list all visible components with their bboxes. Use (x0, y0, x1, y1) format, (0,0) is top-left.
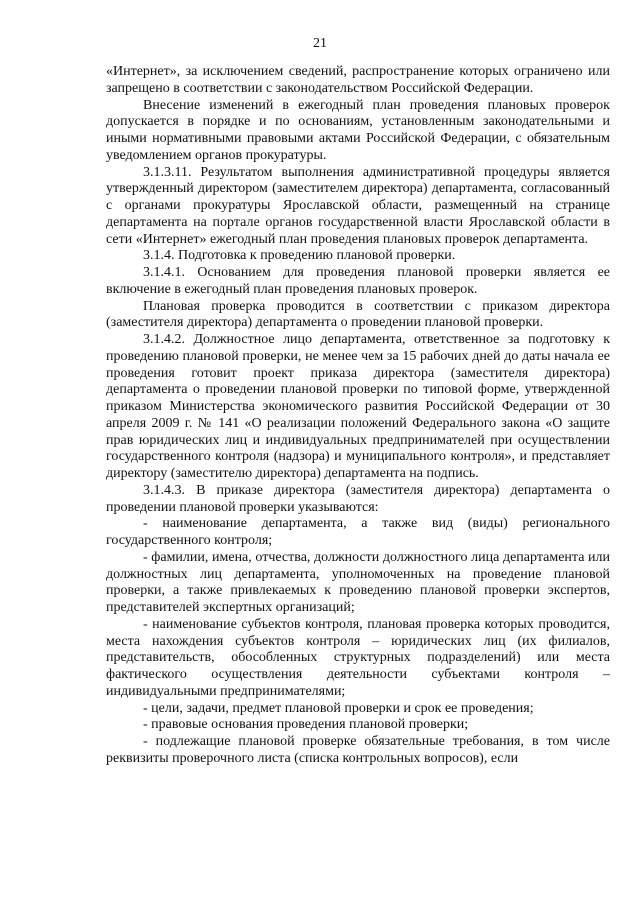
paragraph-continuation: «Интернет», за исключением сведений, распространение которых ограничено или запрещено в соответствии с законодательством Российской Федерации. (106, 64, 610, 96)
list-item-subjects: - наименование субъектов контроля, плановая проверка которых проводится, места нахождения субъектов контроля – юридических лиц (их филиалов, представительств, обособленных структурных подразделений) или места фактического осуществления деятельности субъектами контроля – индивидуальными предпринимателями; (106, 616, 610, 699)
paragraph-3-1-3-11: 3.1.3.11. Результатом выполнения административной процедуры является утвержденный директором (заместителем директора) департамента, согласованный с органами прокуратуры Ярославской области, размещенный на странице департамента на портале органов государственной власти Ярославской области в сети «Интернет» ежегодный план проведения плановых проверок департамента. (106, 164, 610, 247)
list-item-officials: - фамилии, имена, отчества, должности должностного лица департамента или должностных лиц департамента, уполномоченных на проведение плановой проверки, а также привлекаемых к проведению плановой проверки экспертов, представителей экспертных организаций; (106, 549, 610, 615)
paragraph-3-1-4-2: 3.1.4.2. Должностное лицо департамента, ответственное за подготовку к проведению плановой проверки, не менее чем за 15 рабочих дней до даты начала ее проведения готовит проект приказа директора (заместителя директора) департамента о проведении плановой проверки по типовой форме, утвержденной приказом Министерства экономического развития Российской Федерации от 30 апреля 2009 г. № 141 «О реализации положений Федерального закона «О защите прав юридических лиц и индивидуальных предпринимателей при осуществлении государственного контроля (надзора) и муниципального контроля», и представляет директору (заместителю директора) департамента на подпись. (106, 332, 610, 481)
document-body (106, 64, 610, 768)
list-item-requirements: - подлежащие плановой проверке обязательные требования, в том числе реквизиты проверочного листа (списка контрольных вопросов), если (106, 734, 610, 766)
page-number: 21 (313, 36, 327, 51)
paragraph-planned-inspection-order: Плановая проверка проводится в соответствии с приказом директора (заместителя директора) департамента о проведении плановой проверки. (106, 298, 610, 331)
paragraph-3-1-4-3: 3.1.4.3. В приказе директора (заместителя директора) департамента о проведении плановой проверки указываются: (106, 482, 610, 515)
paragraph-plan-changes: Внесение изменений в ежегодный план проведения плановых проверок допускается в порядке и по основаниям, установленным законодательными и иными нормативными правовыми актами Российской Федерации, с обязательным уведомлением органов прокуратуры. (106, 97, 610, 163)
paragraph-3-1-4-1: 3.1.4.1. Основанием для проведения плановой проверки является ее включение в ежегодный план проведения плановых проверок. (106, 265, 610, 297)
list-item-legal-grounds: - правовые основания проведения плановой проверки; (143, 717, 469, 733)
section-heading-3-1-4: 3.1.4. Подготовка к проведению плановой проверки. (143, 248, 456, 264)
list-item-department-name: - наименование департамента, а также вид (виды) регионального государственного контроля; (106, 516, 610, 548)
list-item-goals: - цели, задачи, предмет плановой проверки и срок ее проведения; (143, 700, 534, 716)
